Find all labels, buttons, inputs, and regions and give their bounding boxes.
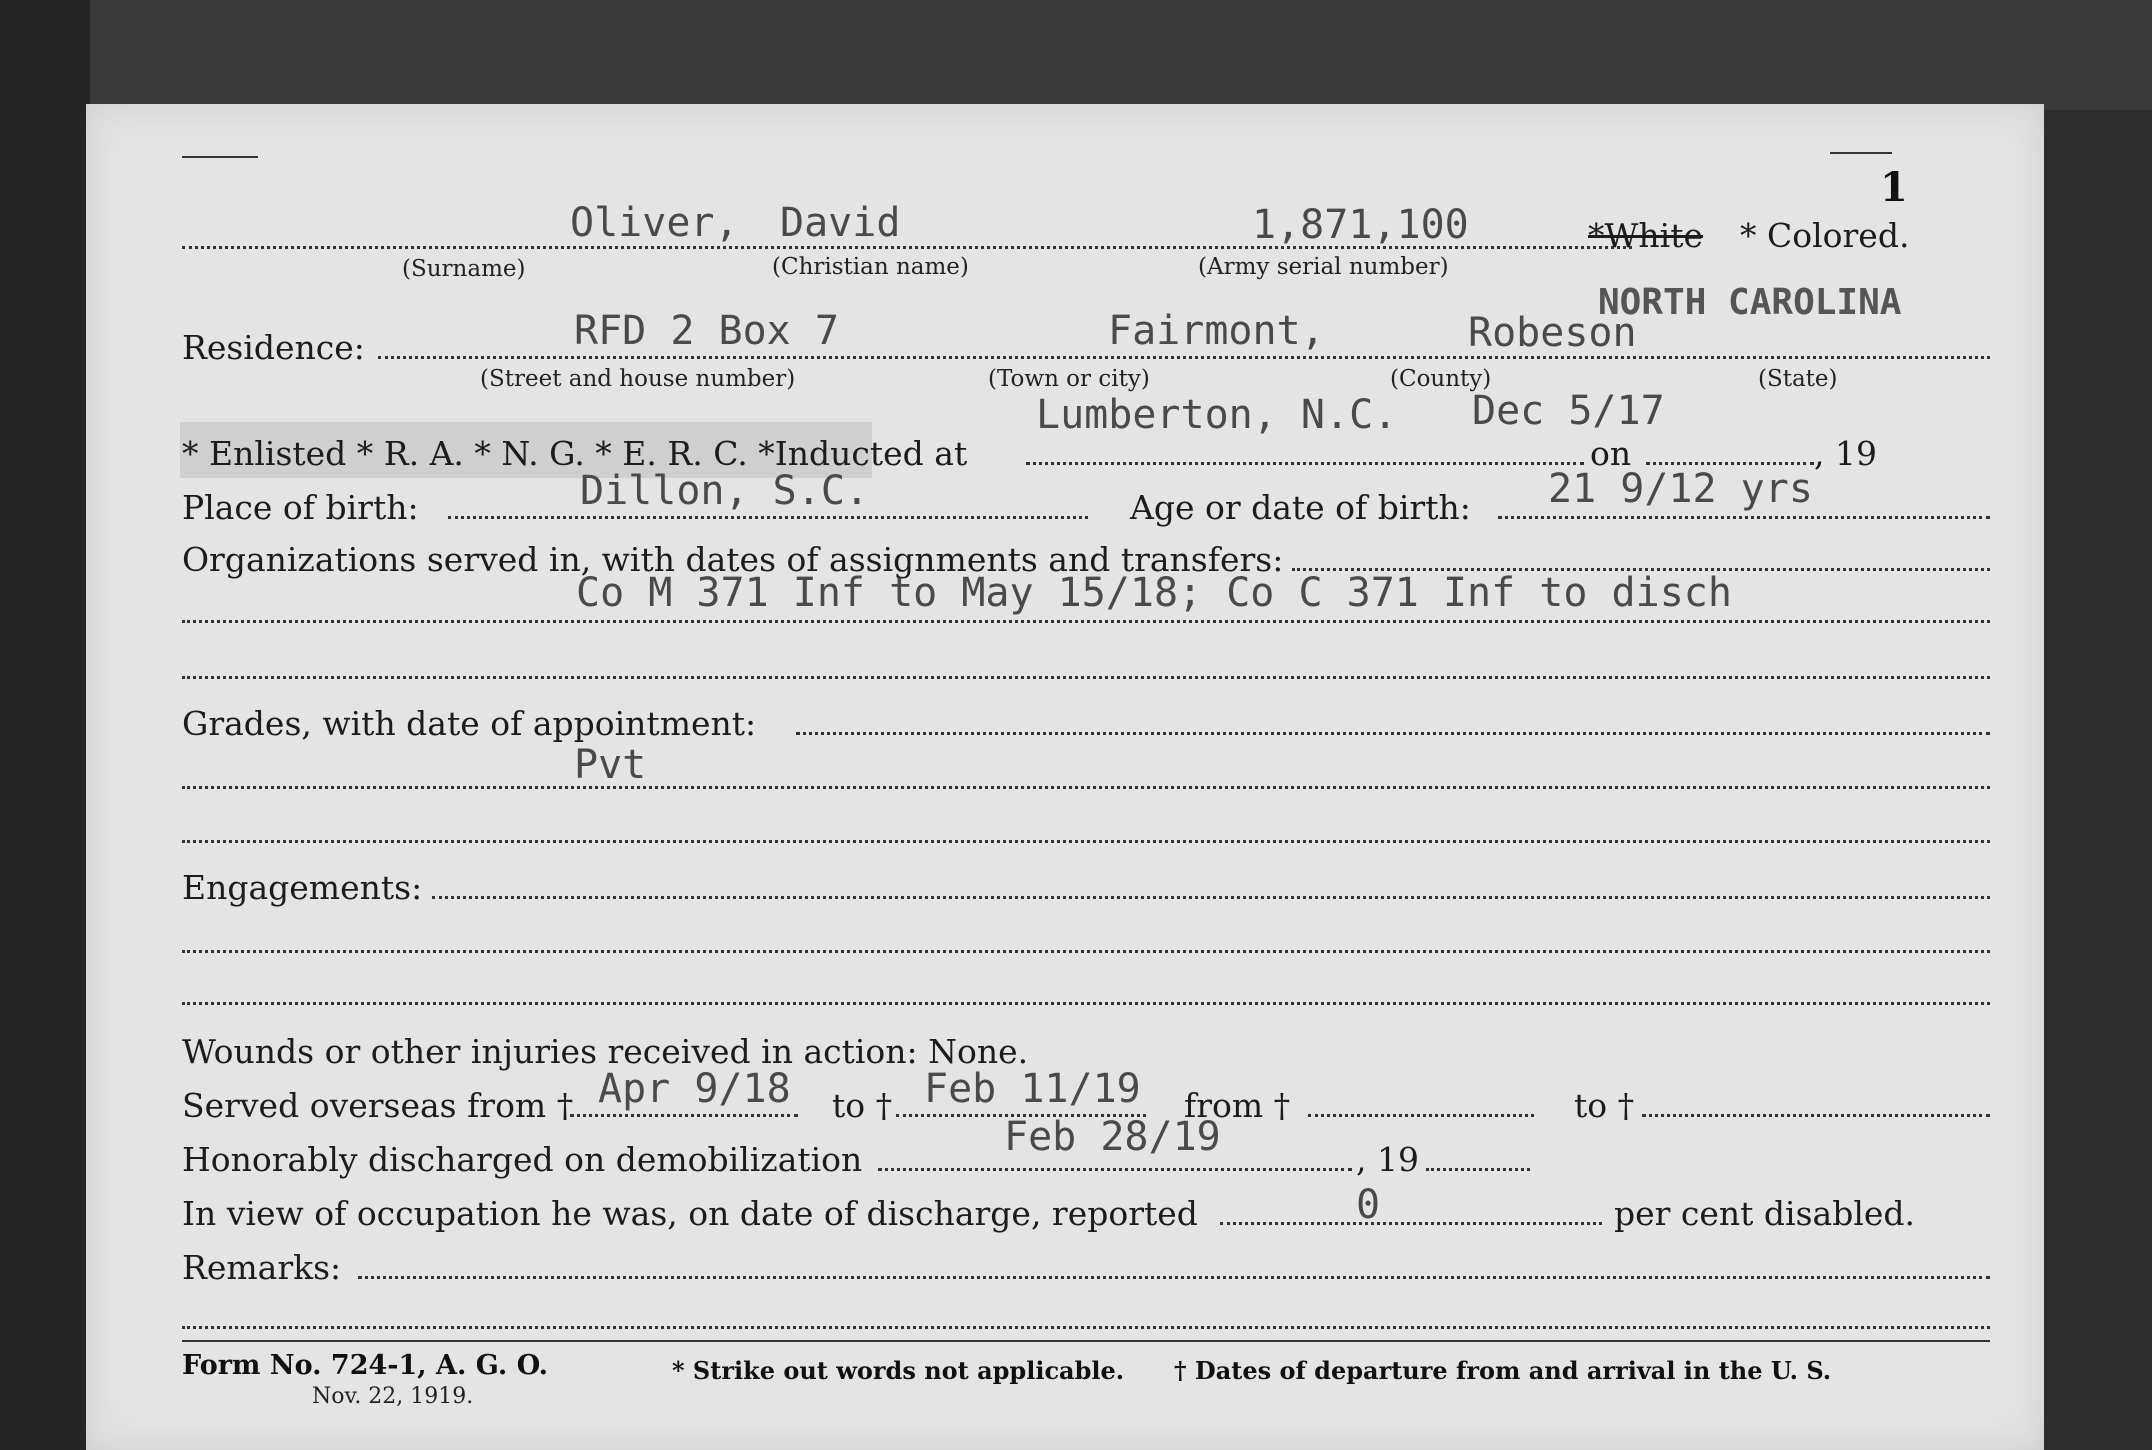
inducted-on-value: Dec 5/17 <box>1472 388 1665 434</box>
remarks-line-2 <box>182 1326 1990 1329</box>
residence-line <box>378 356 1990 359</box>
organizations-line-2 <box>182 620 1990 623</box>
remarks-line-1 <box>358 1276 1990 1279</box>
form-date: Nov. 22, 1919. <box>312 1384 474 1409</box>
surname-caption: (Surname) <box>402 256 526 282</box>
disabled-suffix-label: per cent disabled. <box>1614 1194 1916 1233</box>
overseas-from-line <box>570 1114 798 1117</box>
town-value: Fairmont, <box>1108 308 1325 354</box>
overseas-to-label: to † <box>832 1086 893 1125</box>
engagements-line-1 <box>432 896 1990 899</box>
inducted-on-line <box>1646 462 1814 465</box>
christian-name-caption: (Christian name) <box>772 254 969 280</box>
serial-number-caption: (Army serial number) <box>1198 254 1449 280</box>
county-value: Robeson <box>1468 310 1637 356</box>
discharge-date-value: Feb 28/19 <box>1004 1114 1221 1160</box>
organizations-line-3 <box>182 676 1990 679</box>
engagements-line-2 <box>182 950 1990 953</box>
footer-rule <box>182 1340 1990 1342</box>
inducted-at-line <box>1026 462 1584 465</box>
grades-line-2 <box>182 786 1990 789</box>
remarks-label: Remarks: <box>182 1248 342 1287</box>
form-number: Form No. 724-1, A. G. O. <box>182 1350 549 1381</box>
residence-label: Residence: <box>182 328 365 367</box>
background-left <box>0 0 90 1450</box>
state-caption: (State) <box>1758 366 1838 392</box>
age-label: Age or date of birth: <box>1130 488 1471 527</box>
year-label: , 19 <box>1814 434 1877 473</box>
strike-note: * Strike out words not applicable. <box>672 1356 1125 1385</box>
background-top <box>0 0 2152 110</box>
engagements-line-3 <box>182 1002 1990 1005</box>
enlisted-label: * Enlisted * R. A. * N. G. * E. R. C. *Inducted at <box>182 434 968 473</box>
surname-value: Oliver, <box>570 200 739 246</box>
discharged-label: Honorably discharged on demobilization <box>182 1140 863 1179</box>
street-caption: (Street and house number) <box>480 366 796 392</box>
grades-line-3 <box>182 840 1990 843</box>
age-line <box>1498 516 1990 519</box>
second-to-line <box>1642 1114 1990 1117</box>
age-value: 21 9/12 yrs <box>1548 466 1813 512</box>
discharged-year-label: , 19 <box>1356 1140 1419 1179</box>
discharged-year-line <box>1426 1168 1530 1171</box>
christian-name-value: David <box>780 200 901 246</box>
service-record-card <box>86 104 2044 1450</box>
disabled-line <box>1220 1222 1602 1225</box>
second-to-label: to † <box>1574 1086 1635 1125</box>
place-of-birth-line <box>448 516 1088 519</box>
state-stamp: NORTH CAROLINA <box>1598 282 1902 323</box>
town-caption: (Town or city) <box>988 366 1150 392</box>
county-caption: (County) <box>1390 366 1492 392</box>
grades-label: Grades, with date of appointment: <box>182 704 757 743</box>
place-of-birth-label: Place of birth: <box>182 488 419 527</box>
overseas-from-value: Apr 9/18 <box>598 1066 791 1112</box>
served-overseas-label: Served overseas from † <box>182 1086 574 1125</box>
top-left-rule <box>182 156 258 158</box>
second-from-label: from † <box>1184 1086 1291 1125</box>
race-colored: * Colored. <box>1740 216 1910 255</box>
organizations-label: Organizations served in, with dates of assignments and transfers: <box>182 540 1284 579</box>
grades-value: Pvt <box>574 742 647 788</box>
serial-number-value: 1,871,100 <box>1252 202 1469 248</box>
percent-disabled-value: 0 <box>1356 1182 1381 1228</box>
second-from-line <box>1308 1114 1534 1117</box>
disabled-label: In view of occupation he was, on date of discharge, reported <box>182 1194 1198 1233</box>
inducted-at-value: Lumberton, N.C. <box>1036 392 1398 438</box>
grades-line-1 <box>796 732 1990 735</box>
engagements-label: Engagements: <box>182 868 423 907</box>
race-white-struck: *White <box>1588 216 1704 255</box>
overseas-to-value: Feb 11/19 <box>924 1066 1141 1112</box>
top-right-rule <box>1830 152 1892 154</box>
street-value: RFD 2 Box 7 <box>574 308 839 354</box>
place-of-birth-value: Dillon, S.C. <box>580 468 869 514</box>
card-number: 1 <box>1880 164 1908 211</box>
organizations-value: Co M 371 Inf to May 15/18; Co C 371 Inf to disch <box>576 570 1732 616</box>
discharged-line <box>878 1168 1352 1171</box>
on-label: on <box>1590 434 1632 473</box>
wounds-label: Wounds or other injuries received in action: None. <box>182 1032 1029 1071</box>
dates-note: † Dates of departure from and arrival in the U. S. <box>1174 1356 1832 1385</box>
